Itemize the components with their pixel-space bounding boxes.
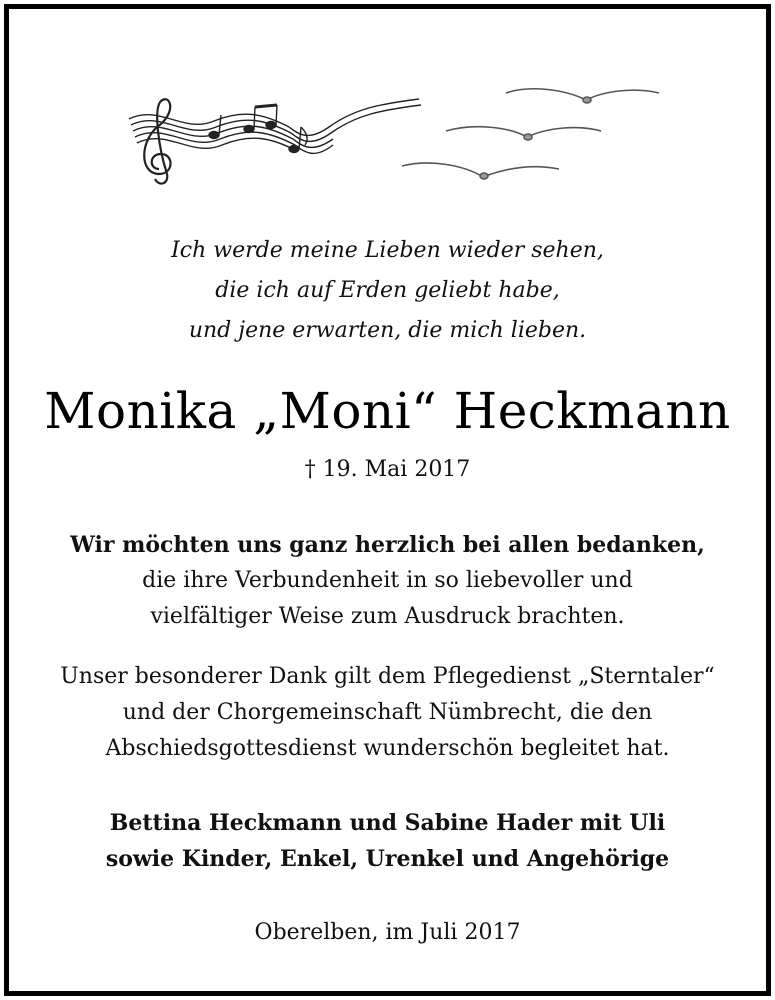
thanks-lead: Wir möchten uns ganz herzlich bei allen bedanken, [70, 532, 705, 558]
place-and-date: Oberelben, im Juli 2017 [254, 920, 521, 945]
quote-line: Ich werde meine Lieben wieder sehen, [171, 238, 604, 263]
obituary-notice [4, 4, 771, 996]
header-illustration [9, 9, 766, 209]
special-thanks-line: Unser besonderer Dank gilt dem Pflegedienst „Sterntaler“ [60, 664, 715, 689]
memorial-quote [9, 231, 766, 351]
signer-line: Bettina Heckmann und Sabine Hader mit Uli [109, 810, 666, 836]
quote-line: und jene erwarten, die mich lieben. [188, 318, 587, 343]
quote-line: die ich auf Erden geliebt habe, [215, 278, 560, 303]
thanks-line: die ihre Verbundenheit in so liebevoller und [142, 568, 633, 593]
special-thanks-line: und der Chorgemeinschaft Nümbrecht, die den [122, 700, 653, 725]
signers-block [9, 805, 766, 877]
flying-birds-graphic [402, 89, 659, 179]
music-notes-graphic [129, 99, 421, 184]
thanks-line: vielfältiger Weise zum Ausdruck brachten. [150, 604, 625, 629]
thanks-paragraph [9, 527, 766, 635]
special-thanks-line: Abschiedsgottesdienst wunderschön begleitet hat. [105, 736, 670, 761]
death-date: † 19. Mai 2017 [304, 457, 471, 482]
special-thanks-paragraph [9, 659, 766, 767]
signer-line: sowie Kinder, Enkel, Urenkel und Angehörige [105, 846, 670, 872]
deceased-name: Monika „Moni“ Heckmann [44, 382, 731, 440]
